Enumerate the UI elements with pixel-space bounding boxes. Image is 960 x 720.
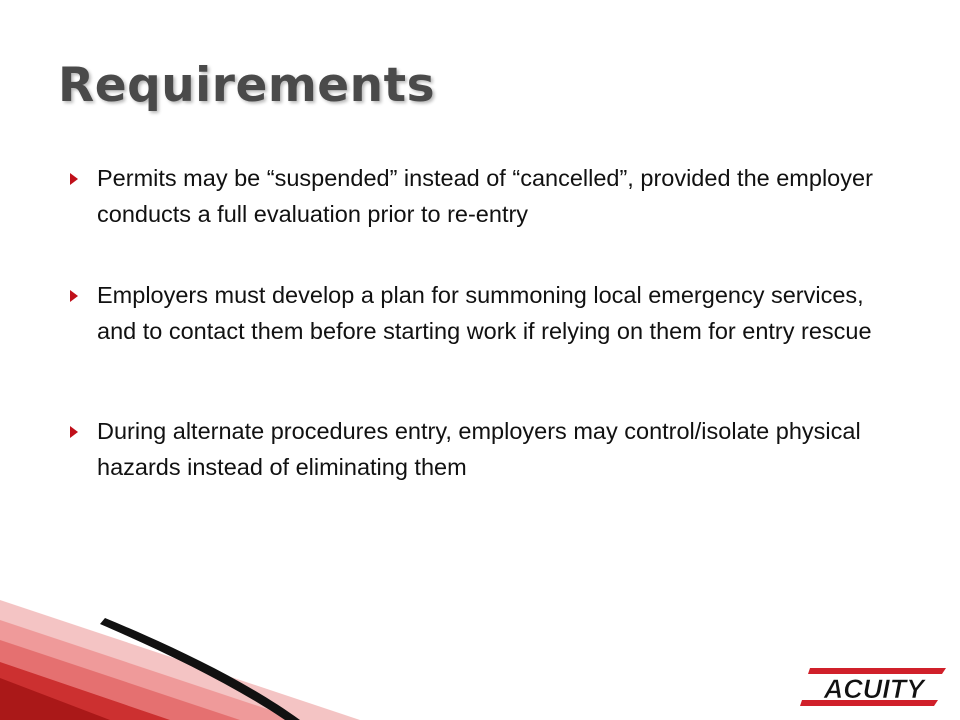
bullet-item: [70, 413, 900, 485]
bullet-text: Permits may be “suspended” instead of “cancelled”, provided the employer conducts a full evaluation prior to re-entry: [97, 165, 873, 227]
bullet-text: Employers must develop a plan for summoning local emergency services, and to contact them before starting work if relying on them for entry rescue: [97, 282, 872, 344]
slide-title: Requirements: [58, 58, 436, 113]
bullet-list: [70, 160, 900, 485]
arrow-bullet-icon: [70, 290, 78, 302]
arrow-bullet-icon: [70, 426, 78, 438]
acuity-logo: [800, 664, 948, 708]
bullet-item: [70, 160, 900, 232]
bullet-text: During alternate procedures entry, employers may control/isolate physical hazards instead of eliminating them: [97, 418, 861, 480]
bullet-item: [70, 277, 900, 349]
logo-text: ACUITY: [823, 674, 925, 704]
arrow-bullet-icon: [70, 173, 78, 185]
